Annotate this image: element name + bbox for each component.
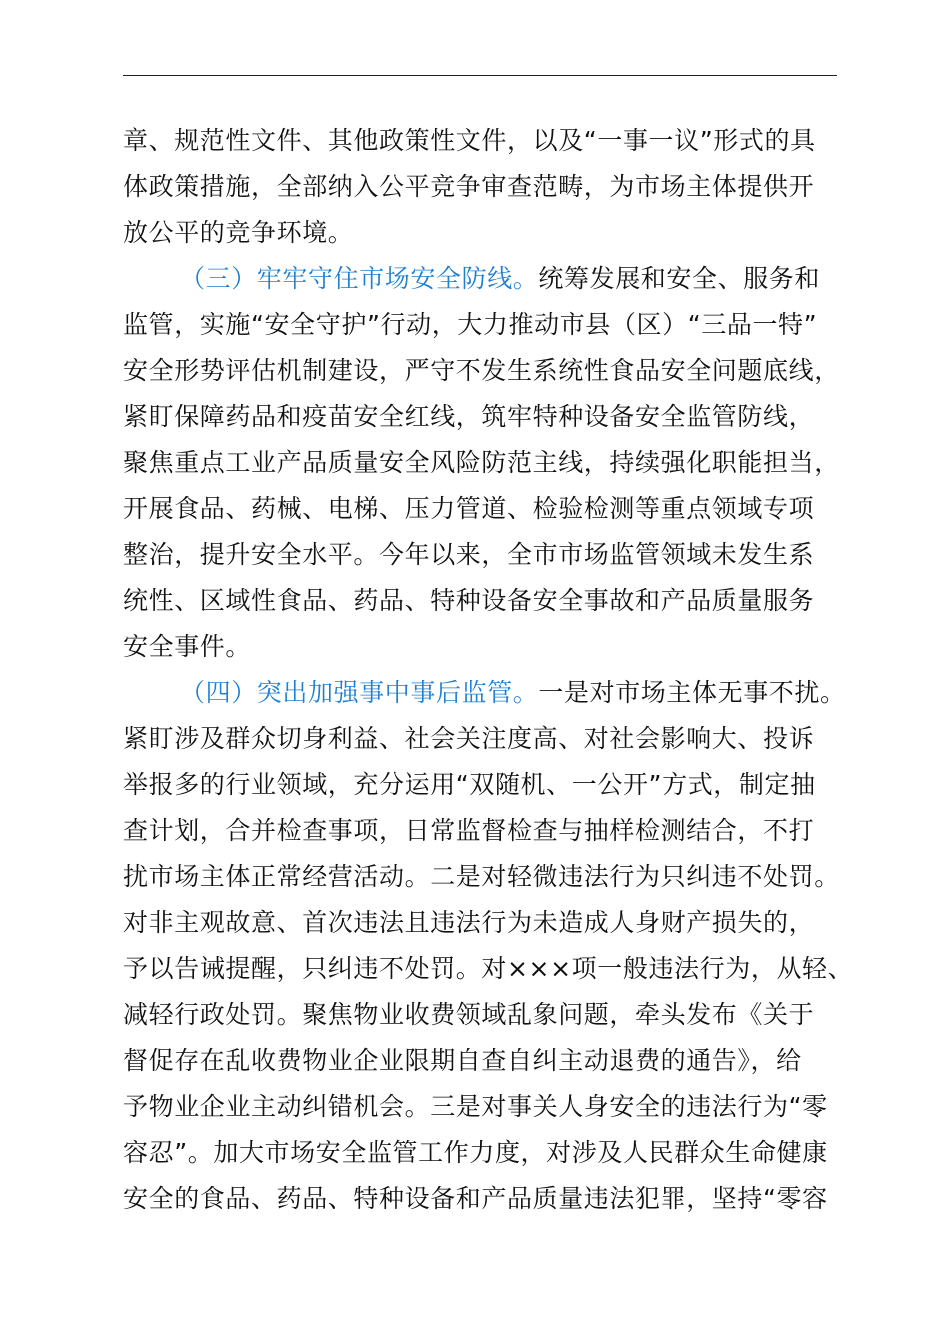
text-line: 聚焦重点工业产品质量安全风险防范主线，持续强化职能担当， (123, 448, 840, 477)
text-line: 扰市场主体正常经营活动。二是对轻微违法行为只纠违不处罚。 (123, 862, 840, 891)
text-line: 统筹发展和安全、服务和 (538, 264, 821, 293)
text-line: 整治，提升安全水平。今年以来，全市市场监管领域未发生系 (123, 540, 815, 569)
text-line: 对非主观故意、首次违法且违法行为未造成人身财产损失的， (123, 908, 815, 937)
text-line: 监管，实施“安全守护”行动，大力推动市县（区）“三品一特” (123, 310, 818, 339)
text-line: 紧盯涉及群众切身利益、社会关注度高、对社会影响大、投诉 (123, 724, 815, 753)
text-line: 安全事件。 (123, 632, 252, 661)
text-line: 安全的食品、药品、特种设备和产品质量违法犯罪，坚持“零容 (123, 1184, 828, 1213)
header-rule (123, 75, 837, 76)
text-line: 容忍”。加大市场安全监管工作力度，对涉及人民群众生命健康 (123, 1138, 828, 1167)
text-line: 放公平的竞争环境。 (123, 218, 354, 247)
text-line: 一是对市场主体无事不扰。 (538, 678, 846, 707)
text-line: 紧盯保障药品和疫苗安全红线，筑牢特种设备安全监管防线， (123, 402, 815, 431)
text-line: 安全形势评估机制建设，严守不发生系统性食品安全问题底线， (123, 356, 840, 385)
section-heading: （三）牢牢守住市场安全防线。 (180, 264, 539, 293)
text-line: 督促存在乱收费物业企业限期自查自纠主动退费的通告》，给 (123, 1046, 802, 1075)
text-line: 查计划，合并检查事项，日常监督检查与抽样检测结合，不打 (123, 816, 815, 845)
text-line: 体政策措施，全部纳入公平竞争审查范畴，为市场主体提供开 (123, 172, 815, 201)
text-line: 减轻行政处罚。聚焦物业收费领域乱象问题，牵头发布《关于 (123, 1000, 815, 1029)
section-heading: （四）突出加强事中事后监管。 (180, 678, 539, 707)
text-line: 开展食品、药械、电梯、压力管道、检验检测等重点领域专项 (123, 494, 815, 523)
text-line: 予物业企业主动纠错机会。三是对事关人身安全的违法行为“零 (123, 1092, 828, 1121)
text-line: 予以告诫提醒，只纠违不处罚。对×××项一般违法行为，从轻、 (123, 954, 854, 983)
paragraph-first-line (180, 262, 920, 296)
text-line: 统性、区域性食品、药品、特种设备安全事故和产品质量服务 (123, 586, 815, 615)
text-line: 章、规范性文件、其他政策性文件，以及“一事一议”形式的具 (123, 126, 816, 155)
text-line: 举报多的行业领域，充分运用“双随机、一公开”方式，制定抽 (123, 770, 816, 799)
paragraph-first-line (180, 676, 920, 710)
